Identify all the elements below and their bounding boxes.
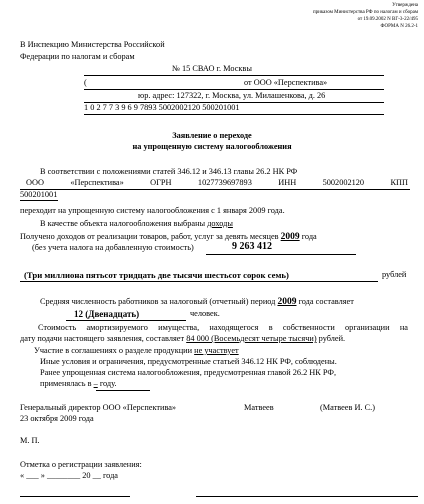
previous-usage-year: – — [93, 379, 98, 388]
asset-word-1: Стоимость — [38, 323, 77, 332]
asset-word-7: организации — [345, 323, 390, 332]
income-label: Получено доходов от реализации товаров, работ, услуг за девять месяцев — [20, 232, 279, 241]
inspection-underline — [84, 75, 384, 76]
signatory-position: Генеральный директор ООО «Перспектива» — [20, 403, 177, 412]
staff-unit: человек. — [190, 309, 220, 318]
org-form: ООО — [26, 178, 44, 187]
addressee-line-1: В Инспекцию Министерства Российской — [20, 40, 165, 49]
vat-note: (без учета налога на добавленную стоимость) — [32, 243, 194, 252]
previous-usage-underline — [96, 390, 150, 391]
participation-label: Участие в соглашениях о разделе продукции — [34, 346, 193, 355]
asset-word-6: собственности — [282, 323, 335, 332]
staff-count-underline — [66, 320, 186, 321]
document-title: Заявление о переходе — [172, 131, 252, 140]
staff-count: 12 (Двенадцать) — [74, 309, 140, 319]
signatory-name: (Матвеев И. С.) — [320, 403, 375, 412]
applicant-codes-underline — [84, 114, 384, 115]
kpp-underline — [20, 200, 58, 201]
asset-suffix: рублей. — [318, 334, 346, 343]
registration-signature-line — [20, 496, 130, 497]
income-line — [20, 232, 317, 242]
previous-usage-line-2 — [40, 379, 117, 389]
signatory-signature: Матвеев — [244, 403, 274, 412]
inspection-name: № 15 СВАО г. Москвы — [172, 64, 252, 73]
previous-usage-line-1: Ранее упрощенная система налогообложения, предусмотренная главой 26.2 НК РФ, — [40, 368, 337, 377]
income-year: 2009 — [280, 232, 300, 242]
amount-words-underline — [20, 281, 378, 282]
org-details-underline — [20, 189, 410, 190]
asset-word-5: в — [268, 323, 273, 332]
registration-label: Отметка о регистрации заявления: — [20, 460, 142, 469]
form-number: ФОРМА N 26.2-1 — [380, 24, 418, 29]
previous-usage-label: применялась в — [40, 379, 92, 388]
asset-word-3: имущества, — [158, 323, 200, 332]
participation-value: не участвует — [194, 346, 239, 355]
currency-label: рублей — [382, 270, 407, 279]
registration-name-line — [196, 496, 418, 497]
kpp-value: 500201001 — [20, 190, 58, 199]
approval-line-2: приказом Министерства РФ по налогам и сборам — [312, 10, 418, 15]
tax-object-value: доходы — [207, 219, 233, 228]
registration-date: « ___ » ________ 20 __ года — [20, 471, 118, 480]
bracket-open: ( — [84, 78, 87, 87]
applicant-name-underline — [84, 89, 384, 90]
staff-line — [40, 297, 354, 307]
ogrn-label: ОГРН — [150, 178, 172, 187]
transition-line: переходит на упрощенную систему налогообложения с 1 января 2009 года. — [20, 206, 285, 215]
income-year-suffix: года — [301, 232, 317, 241]
asset-value: 84 000 (Восемьдесят четыре тысячи) — [186, 334, 317, 343]
document-subtitle: на упрощенную систему налогообложения — [132, 142, 292, 151]
kpp-label: КПП — [390, 178, 408, 187]
asset-label: дату подачи настоящего заявления, составляет — [20, 334, 185, 343]
asset-word-8: на — [399, 323, 408, 332]
income-amount: 9 263 412 — [232, 241, 272, 252]
applicant-address: юр. адрес: 127322, г. Москва, ул. Милашенкова, д. 26 — [138, 91, 326, 100]
tax-object-line — [40, 219, 233, 229]
signature-date: 23 октября 2009 года — [20, 414, 94, 423]
tax-object-label: В качестве объекта налогообложения выбраны — [40, 219, 206, 228]
previous-usage-suffix: году. — [99, 379, 117, 388]
legal-basis-line: В соответствии с положениями статей 346.12 и 346.13 главы 26.2 НК РФ — [40, 167, 298, 176]
staff-suffix: года составляет — [298, 297, 354, 306]
inn-value: 5002002120 — [322, 178, 365, 187]
approval-line-3: от 19.09.2002 N ВГ-3-22/495 — [357, 17, 418, 22]
applicant-name: от ООО «Перспектива» — [244, 78, 328, 87]
applicant-codes: 1 0 2 7 7 3 9 6 9 7893 5002002120 500201001 — [84, 103, 240, 112]
staff-label: Средняя численность работников за налоговый (отчетный) период — [40, 297, 276, 306]
income-amount-underline — [206, 254, 356, 255]
ogrn-value: 1027739697893 — [197, 178, 252, 187]
org-name: «Перспектива» — [70, 178, 124, 187]
asset-word-4: находящегося — [209, 323, 259, 332]
asset-line-1 — [38, 323, 408, 333]
conditions-line: Иные условия и ограничения, предусмотренные статьей 346.12 НК РФ, соблюдены. — [40, 357, 337, 366]
asset-word-2: амортизируемого — [86, 323, 148, 332]
income-amount-words: (Три миллиона пятьсот тридцать две тысячи шестьсот сорок семь) — [24, 270, 289, 280]
stamp-place: М. П. — [20, 436, 40, 445]
staff-year: 2009 — [277, 297, 297, 307]
org-details-line — [26, 178, 408, 188]
addressee-line-2: Федерации по налогам и сборам — [20, 52, 135, 61]
approval-line-1: Утверждена — [392, 3, 418, 8]
asset-line-2 — [20, 334, 345, 344]
inn-label: ИНН — [278, 178, 297, 187]
participation-line — [34, 346, 239, 356]
